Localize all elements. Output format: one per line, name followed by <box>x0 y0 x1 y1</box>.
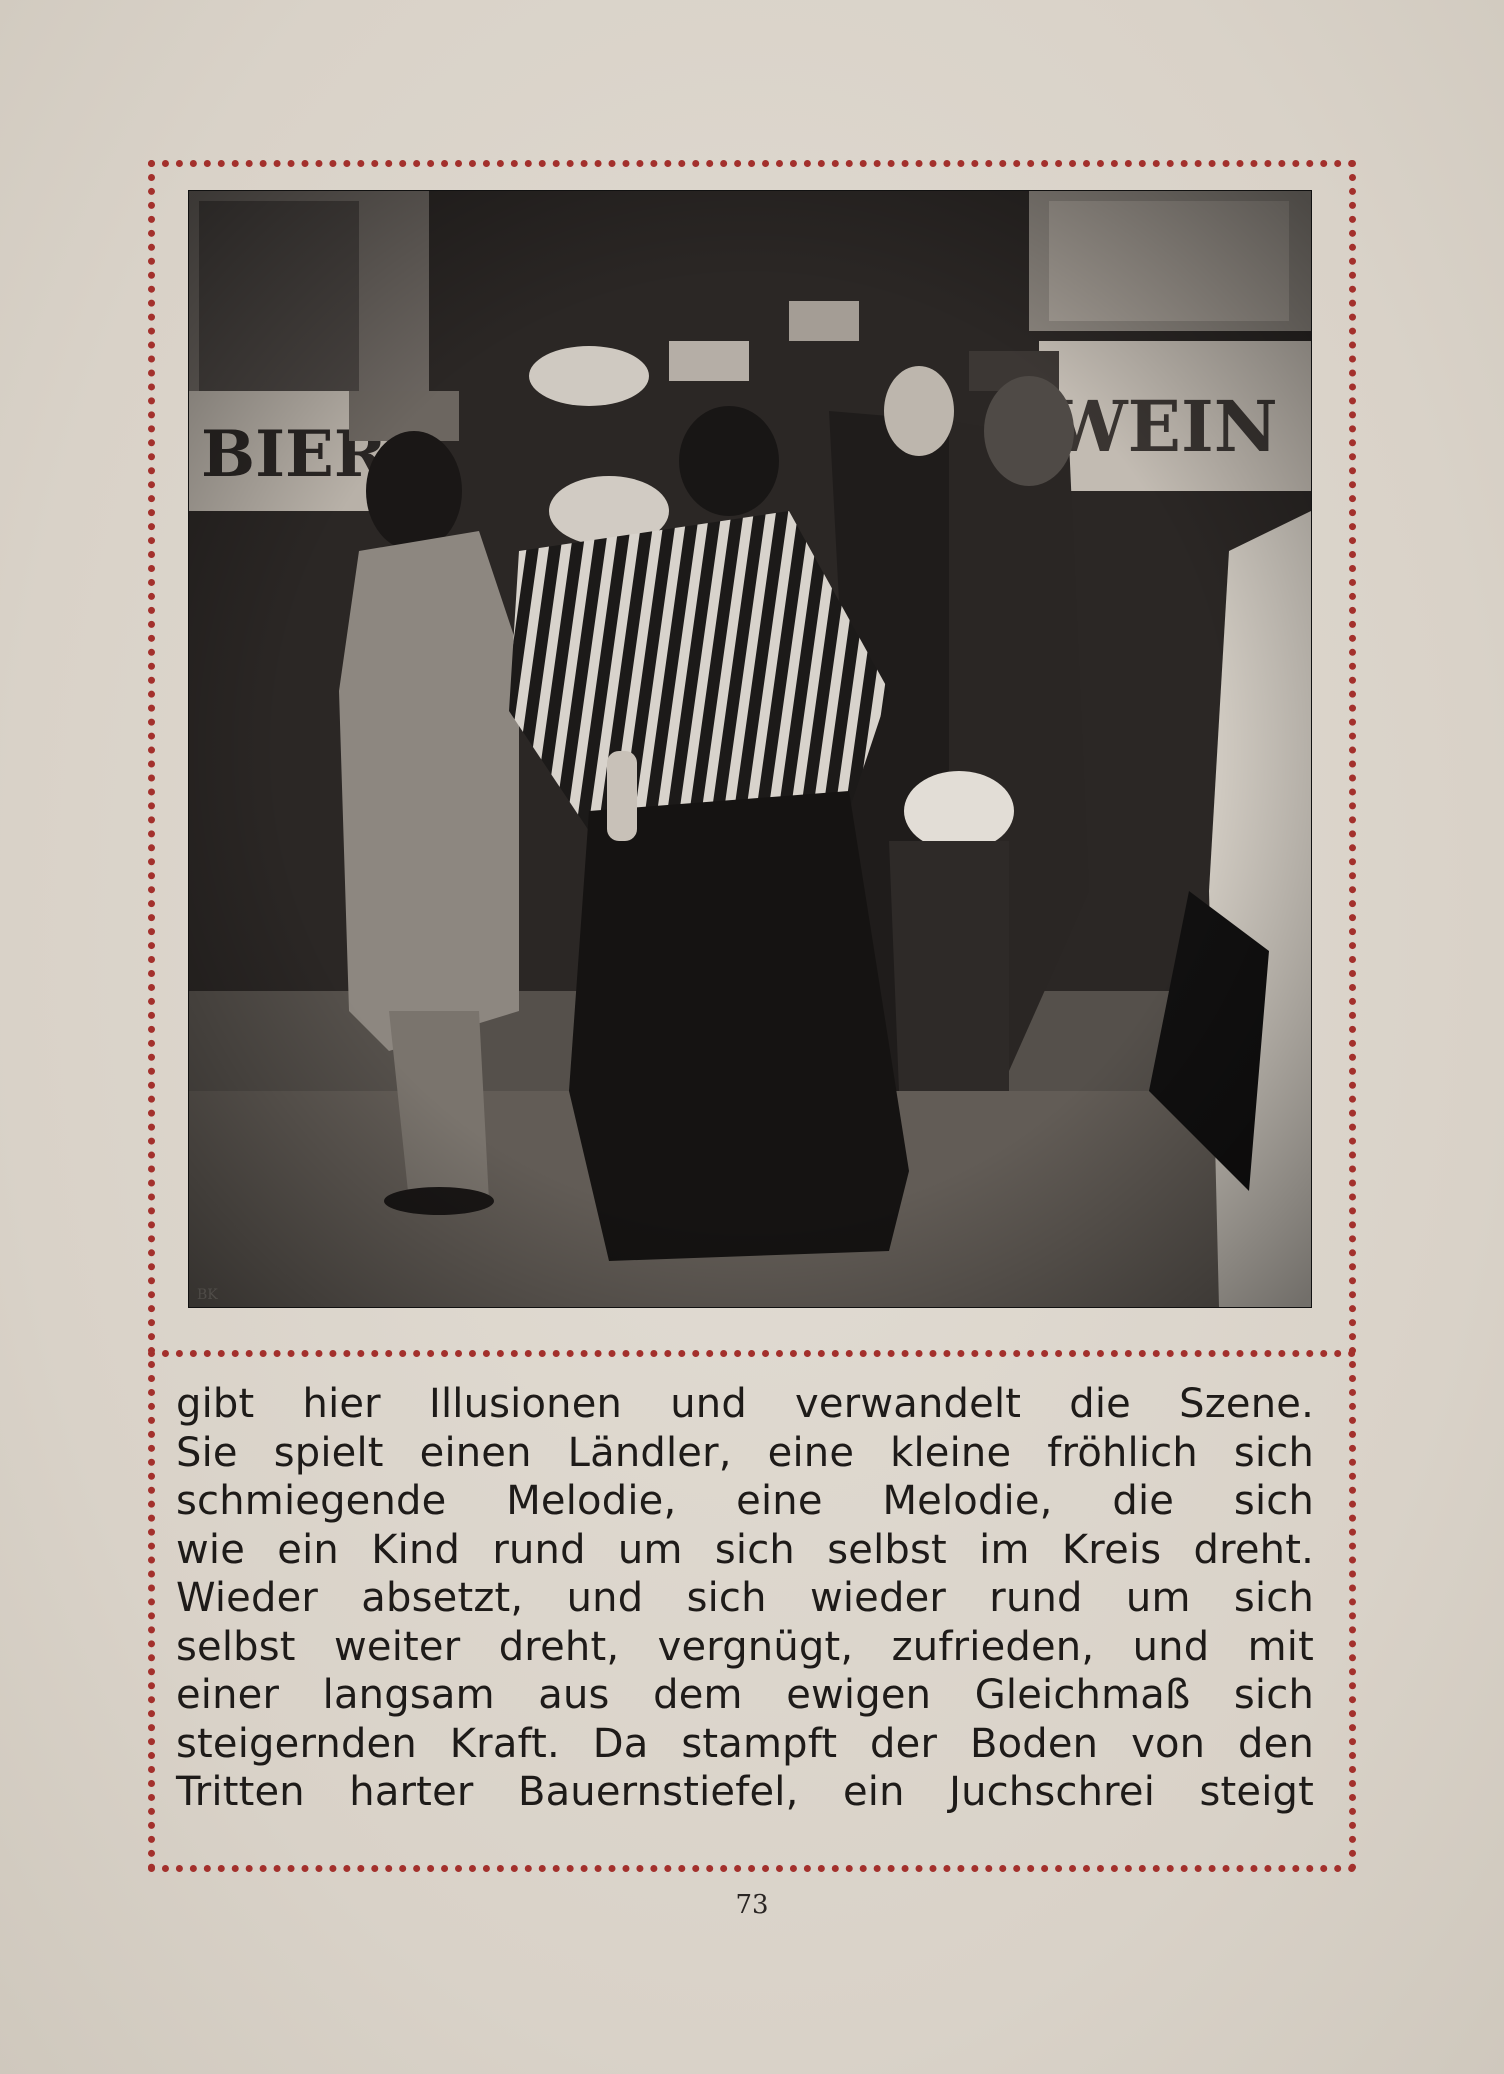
page-number: 73 <box>735 1890 769 1920</box>
street-crowd-photograph <box>188 190 1312 1308</box>
text-line: Wieder absetzt, und sich wieder rund um sich <box>176 1575 1314 1621</box>
text-line: schmiegende Melodie, eine Melodie, die sich <box>176 1478 1314 1524</box>
text-line: selbst weiter dreht, vergnügt, zufrieden, und mit <box>176 1623 1314 1670</box>
text-line: Tritten harter Bauernstiefel, ein Juchschrei steigt <box>176 1769 1314 1815</box>
body-text <box>176 1380 1314 1817</box>
text-line: einer langsam aus dem ewigen Gleichmaß sich <box>176 1672 1314 1718</box>
dotted-divider <box>148 1350 1356 1357</box>
text-line: steigernden Kraft. Da stampft der Boden von den <box>176 1720 1314 1767</box>
text-line: Sie spielt einen Ländler, eine kleine fröhlich sich <box>176 1429 1314 1476</box>
text-line: gibt hier Illusionen und verwandelt die Szene. <box>176 1381 1314 1427</box>
photograph-illustration <box>189 191 1311 1307</box>
text-line: wie ein Kind rund um sich selbst im Kreis dreht. <box>176 1526 1314 1573</box>
